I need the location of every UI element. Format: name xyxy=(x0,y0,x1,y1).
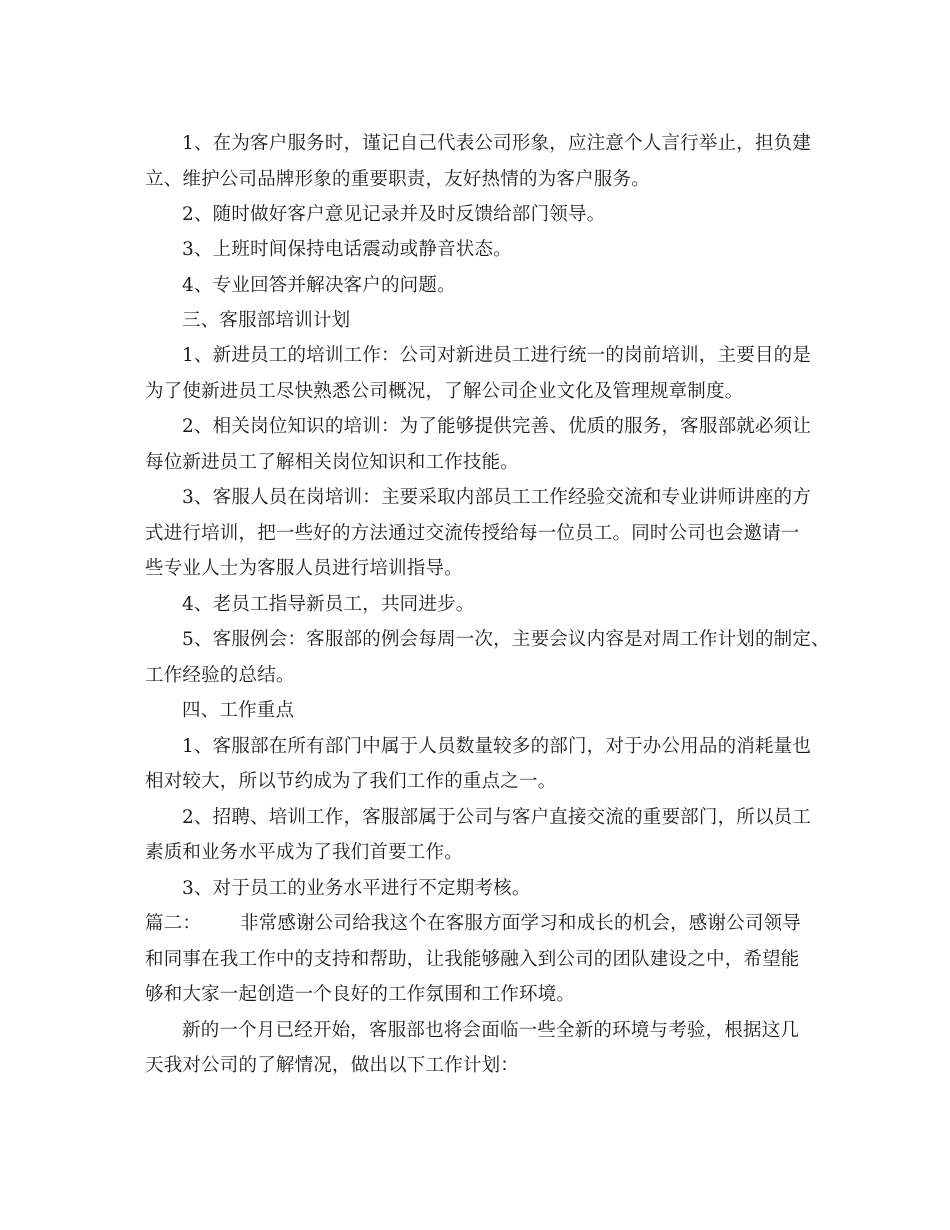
text-line: 式进行培训，把一些好的方法通过交流传授给每一位员工。同时公司也会邀请一 xyxy=(145,523,800,544)
text-line: 素质和业务水平成为了我们首要工作。 xyxy=(145,842,463,863)
text-line: 些专业人士为客服人员进行培训指导。 xyxy=(145,558,463,579)
text-line: 4、老员工指导新员工，共同进步。 xyxy=(182,594,475,615)
section-heading: 四、工作重点 xyxy=(182,700,295,721)
text-line: 2、相关岗位知识的培训：为了能够提供完善、优质的服务，客服部就必须让 xyxy=(182,416,812,437)
text-line: 工作经验的总结。 xyxy=(145,665,295,686)
text-line: 和同事在我工作中的支持和帮助，让我能够融入到公司的团队建设之中，希望能 xyxy=(145,949,800,970)
text-line: 为了使新进员工尽快熟悉公司概况，了解公司企业文化及管理规章制度。 xyxy=(145,381,744,402)
text-line: 够和大家一起创造一个良好的工作氛围和工作环境。 xyxy=(145,984,576,1005)
text-line: 5、客服例会：客服部的例会每周一次，主要会议内容是对周工作计划的制定、 xyxy=(182,629,830,650)
text-line: 1、客服部在所有部门中属于人员数量较多的部门，对于办公用品的消耗量也 xyxy=(182,736,812,757)
text-line: 相对较大，所以节约成为了我们工作的重点之一。 xyxy=(145,771,557,792)
text-line: 1、在为客户服务时，谨记自己代表公司形象，应注意个人言行举止，担负建 xyxy=(182,133,812,154)
text-line: 3、上班时间保持电话震动或静音状态。 xyxy=(182,239,512,260)
text-line: 2、招聘、培训工作，客服部属于公司与客户直接交流的重要部门，所以员工 xyxy=(182,807,812,828)
text-line: 非常感谢公司给我这个在客服方面学习和成长的机会，感谢公司领导 xyxy=(240,913,802,934)
text-line: 新的一个月已经开始，客服部也将会面临一些全新的环境与考验，根据这几 xyxy=(182,1020,800,1041)
text-line: 4、专业回答并解决客户的问题。 xyxy=(182,275,456,296)
text-line: 3、客服人员在岗培训：主要采取内部员工工作经验交流和专业讲师讲座的方 xyxy=(182,487,812,508)
section-heading: 三、客服部培训计划 xyxy=(182,310,351,331)
text-line: 立、维护公司品牌形象的重要职责，友好热情的为客户服务。 xyxy=(145,169,650,190)
text-line: 每位新进员工了解相关岗位知识和工作技能。 xyxy=(145,452,520,473)
part-label: 篇二： xyxy=(145,913,202,934)
text-line: 2、随时做好客户意见记录并及时反馈给部门领导。 xyxy=(182,204,606,225)
text-line: 1、新进员工的培训工作：公司对新进员工进行统一的岗前培训，主要目的是 xyxy=(182,345,812,366)
text-line: 3、对于员工的业务水平进行不定期考核。 xyxy=(182,878,531,899)
text-line: 天我对公司的了解情况，做出以下工作计划： xyxy=(145,1055,520,1076)
